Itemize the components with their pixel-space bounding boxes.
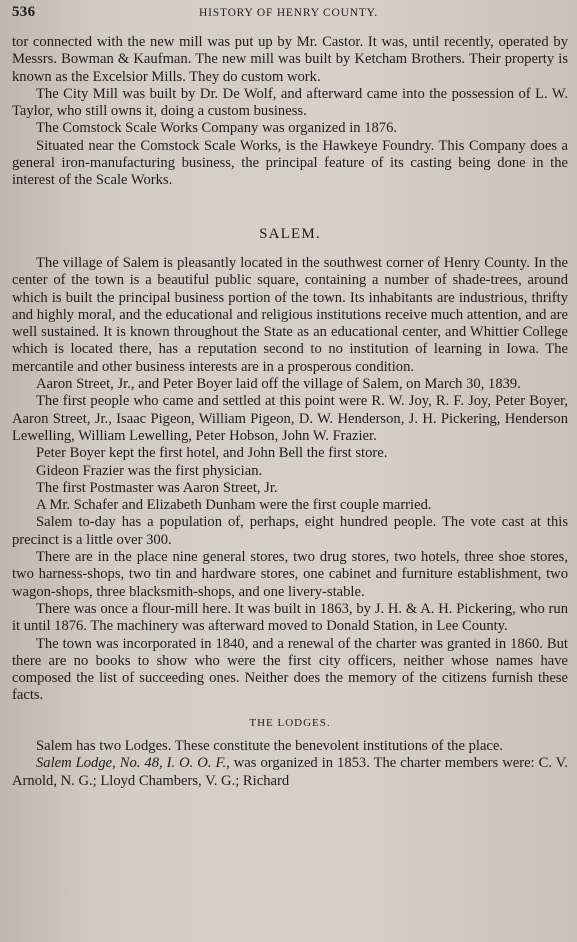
lodge-name: Salem Lodge, No. 48, I. O. O. F. [36,755,227,772]
paragraph: The first people who came and settled at this point were R. W. Joy, R. F. Joy, Peter Boyer, Aaron Street, Jr., Isaac Pigeon, William Pigeon, D. W. Henderson, J. H. Pickering, Henderson Lewelling, William Lewelling, Peter Hobson, John W. Frazier. [12,393,568,444]
paragraph: The first Postmaster was Aaron Street, Jr. [36,479,278,496]
page-body [12,34,568,790]
paragraph: There was once a flour-mill here. It was built in 1863, by J. H. & A. H. Pickering, who run it until 1876. The machinery was afterward moved to Donald Station, in Lee County. [12,600,568,635]
subsection-title: THE LODGES. [249,716,331,729]
paragraph: Peter Boyer kept the first hotel, and John Bell the first store. [36,445,388,462]
paragraph: The town was incorporated in 1840, and a renewal of the charter was granted in 1860. But there are no books to show who were the first city officers, neither whose names have composed the list of succeeding ones. Neither does the memory of the citizens furnish these facts. [12,635,568,704]
page-number: 536 [12,4,36,20]
paragraph: Situated near the Comstock Scale Works, is the Hawkeye Foundry. This Company does a general iron-manufacturing business, the principal feature of its casting being done in the interest of the Scale Works. [12,137,568,189]
paragraph: tor connected with the new mill was put up by Mr. Castor. It was, until recently, operated by Messrs. Bowman & Kaufman. The new mill was built by Ketcham Brothers. Their property is known as the Excelsior Mills. They do custom work. [12,34,568,85]
paragraph: A Mr. Schafer and Elizabeth Dunham were the first couple married. [36,497,432,514]
section-title: SALEM. [259,225,321,242]
paragraph: Salem has two Lodges. These constitute the benevolent institutions of the place. [36,737,504,754]
paragraph: Gideon Frazier was the first physician. [36,462,263,479]
paragraph-lodge-entry [12,755,568,790]
page-header [0,4,577,26]
paragraph: Salem to-day has a population of, perhaps, eight hundred people. The vote cast at this precinct is a little over 300. [12,514,568,548]
paragraph: There are in the place nine general stores, two drug stores, two hotels, three shoe stores, two harness-shops, two tin and hardware stores, one cabinet and furniture establishment, two wagon-shops, three blacksmith-shops, and one livery-stable. [12,549,568,600]
lodge-text: , was organized in 1853. The charter members were: C. V. Arnold, N. G.; Lloyd Chambers, V. G.; Richard [12,755,568,789]
paragraph: The City Mill was built by Dr. De Wolf, and afterward came into the possession of L. W. Taylor, who still owns it, doing a custom business. [12,85,568,120]
paragraph: The village of Salem is pleasantly located in the southwest corner of Henry County. In the center of the town is a beautiful public square, containing a number of shade-trees, around which is built the principal business portion of the town. Its inhabitants are industrious, thrifty and highly moral, and the educational and religious institutions receive much attention, and are well sustained. It is known throughout the State as an educational center, and Whittier College which is located there, has a reputation second to no institution of learning in Iowa. The mercantile and other business interests are in a prosperous condition. [12,254,568,375]
running-head: HISTORY OF HENRY COUNTY. [199,7,378,19]
paragraph: Aaron Street, Jr., and Peter Boyer laid off the village of Salem, on March 30, 1839. [36,376,521,393]
paragraph: The Comstock Scale Works Company was organized in 1876. [36,120,398,137]
